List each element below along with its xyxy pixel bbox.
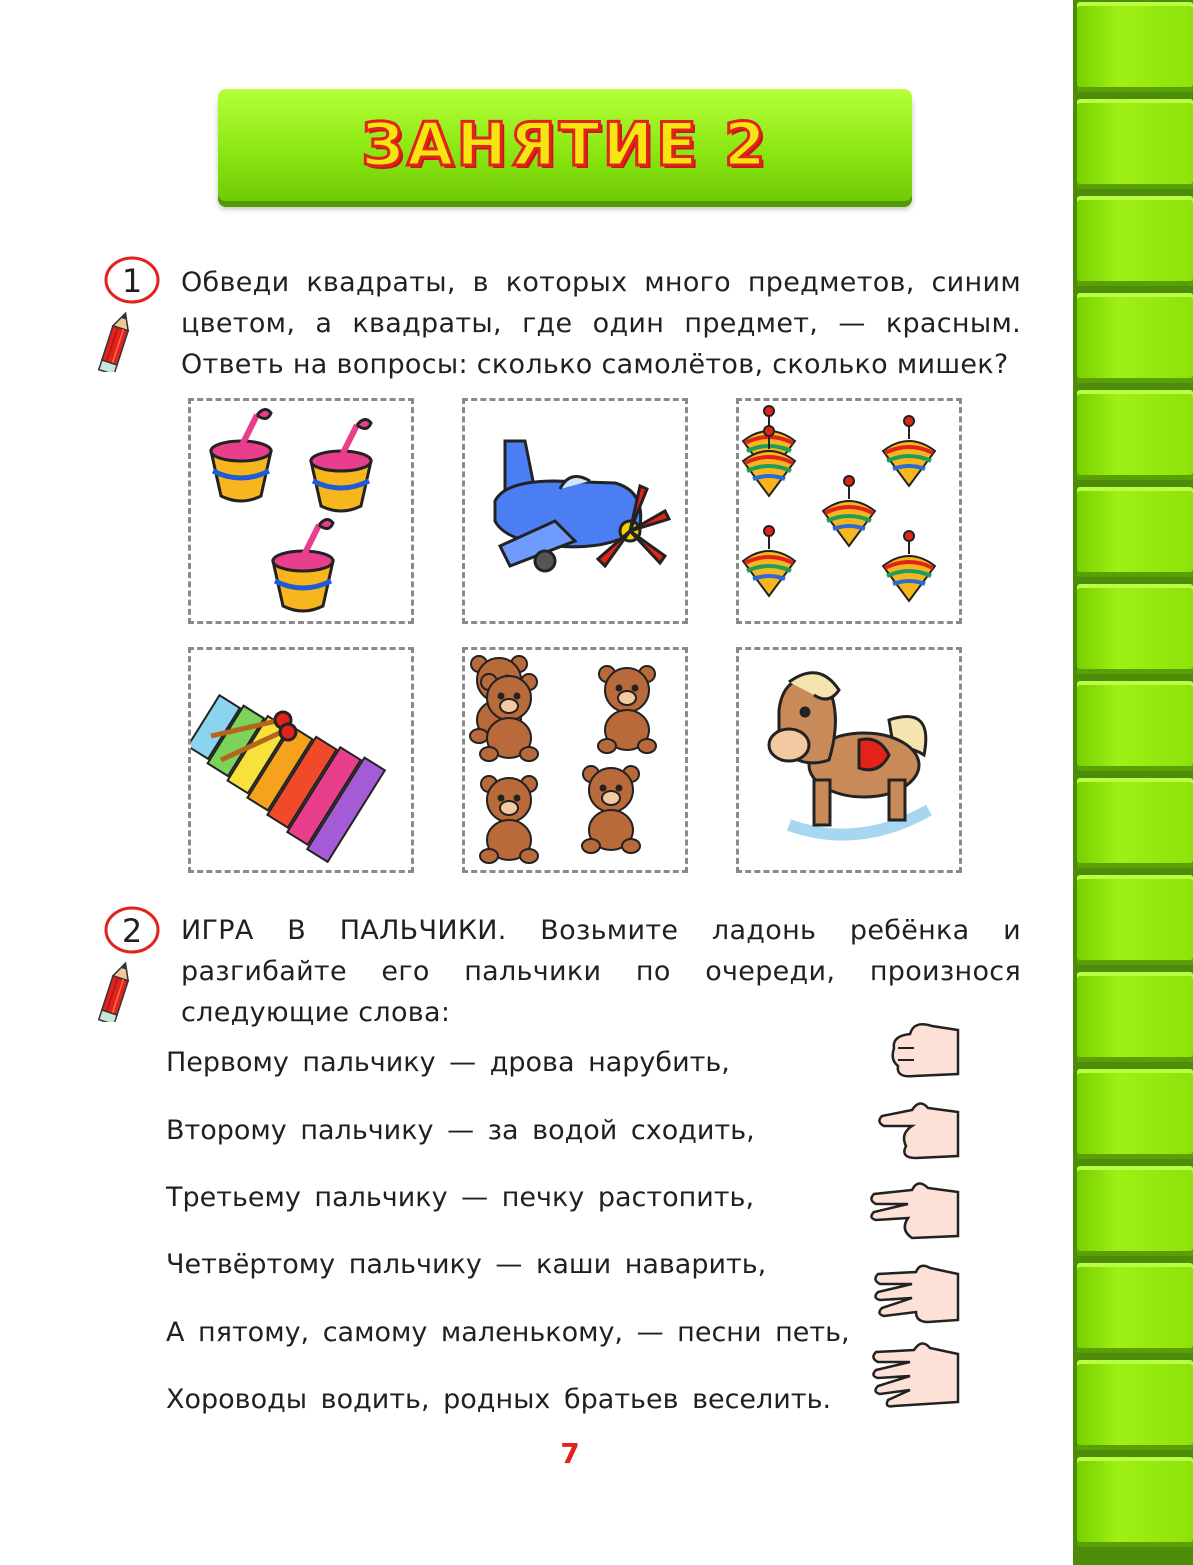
side-tab [1077,1069,1193,1159]
picture-cell-xylophone[interactable] [188,647,414,873]
hand-two-fingers-icon [868,1180,960,1246]
bucket-icon [191,401,411,621]
poem-line: Четвёртому пальчику — каши наварить, [166,1249,767,1280]
picture-cell-rocking-horse[interactable] [736,647,962,873]
task-1-marker [92,252,172,372]
hand-three-fingers-icon [872,1262,960,1328]
title-banner [218,89,912,201]
side-tab [1077,972,1193,1062]
poem-line: А пятому, самому маленькому, — песни петь, [166,1317,850,1348]
poem-line: Первому пальчику — дрова нарубить, [166,1047,730,1078]
side-tab [1077,390,1193,480]
side-tab [1077,1360,1193,1450]
poem-line: Третьему пальчику — печку растопить, [166,1182,755,1213]
poem-line: Хороводы водить, родных братьев веселить. [166,1384,832,1415]
task-2-instructions: ИГРА В ПАЛЬЧИКИ. Возьмите ладонь ребёнка и разгибайте его пальчики по очереди, произнося следующие слова: [181,915,1021,1028]
pencil-icon [92,252,172,372]
side-tab [1077,293,1193,383]
side-tab [1077,487,1193,577]
airplane-icon [465,401,685,621]
side-tab [1077,1166,1193,1256]
picture-cell-airplane[interactable] [462,398,688,624]
side-tab [1077,99,1193,189]
picture-cell-buckets[interactable] [188,398,414,624]
side-tab-stripe [1073,0,1193,1565]
side-tab [1077,681,1193,771]
spinning-top-icon [739,401,959,621]
page-title: ЗАНЯТИЕ 2 [361,110,769,180]
teddy-bear-icon [465,650,685,870]
hand-one-finger-icon [876,1100,960,1166]
side-tab [1077,2,1193,92]
side-tab [1077,778,1193,868]
task-1-instructions: Обведи квадраты, в которых много предметов, синим цветом, а квадраты, где один предмет, — красным. Ответь на вопросы: сколько самолётов, сколько мишек? [181,267,1021,380]
side-tab [1077,1263,1193,1353]
hand-open-palm-icon [870,1340,960,1410]
rocking-horse-icon [739,650,959,870]
picture-cell-teddy-bears[interactable] [462,647,688,873]
picture-cell-spinning-tops[interactable] [736,398,962,624]
side-tab [1077,196,1193,286]
task-2-marker [92,902,172,1022]
side-tab [1077,584,1193,674]
pencil-icon [92,902,172,1022]
side-tab [1077,1457,1193,1547]
page-number: 7 [560,1437,580,1470]
side-tab [1077,875,1193,965]
xylophone-icon [191,650,411,870]
poem-line: Второму пальчику — за водой сходить, [166,1115,755,1146]
task-number: 2 [121,912,143,950]
task-number: 1 [121,262,143,300]
hand-fist-icon [884,1020,960,1084]
